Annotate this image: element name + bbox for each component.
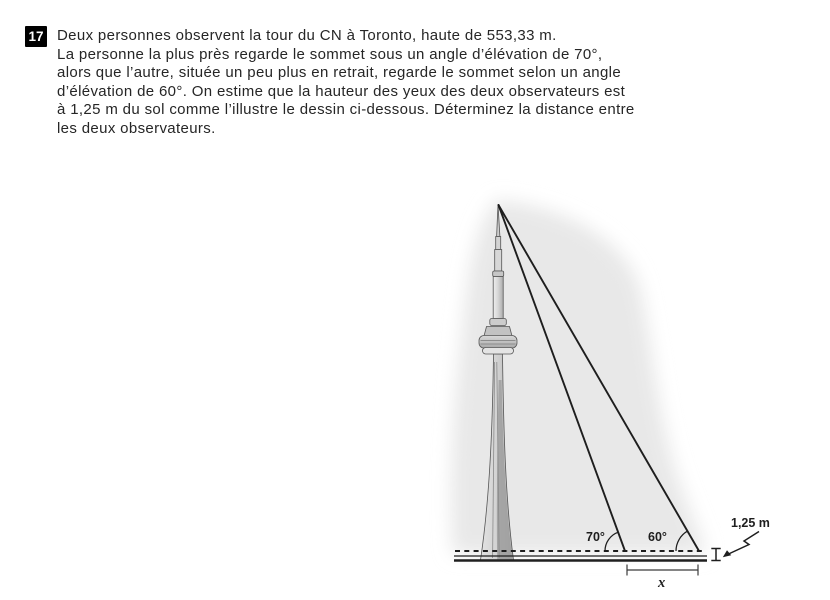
- eye-height-label: 1,25 m: [731, 516, 770, 530]
- problem-text-line: les deux observateurs.: [57, 119, 216, 137]
- problem-text-line: à 1,25 m du sol comme l’illustre le dessin ci-dessous. Déterminez la distance entre: [57, 101, 635, 119]
- problem-text-line: La personne la plus près regarde le sommet sous un angle d’élévation de 70°,: [57, 45, 603, 63]
- tower-antenna-seg-a: [496, 237, 501, 250]
- tower-antenna-seg-b: [495, 250, 502, 272]
- distance-bracket: [627, 565, 698, 576]
- tower-mast-flange: [490, 319, 507, 326]
- distance-label: x: [658, 575, 666, 591]
- tower-pod-bottom: [483, 348, 514, 355]
- problem-number-badge: 17: [25, 26, 47, 47]
- problem-text-line: d’élévation de 60°. On estime que la hauteur des yeux des deux observateurs est: [57, 82, 626, 100]
- tower-mast: [493, 277, 503, 319]
- problem-text-line: Deux personnes observent la tour du CN à Toronto, haute de 553,33 m.: [57, 27, 557, 44]
- problem-text-line: alors que l’autre, située un peu plus en retrait, regarde le sommet selon un angle: [57, 64, 622, 82]
- tower-antenna-collar: [493, 271, 504, 277]
- tower-pod-top: [484, 327, 512, 337]
- leader-arrow: [723, 532, 759, 558]
- near-angle-label: 70°: [586, 530, 605, 544]
- far-angle-label: 60°: [648, 530, 667, 544]
- eye-height-marker: [711, 549, 720, 561]
- tower-pod-main: [479, 336, 517, 349]
